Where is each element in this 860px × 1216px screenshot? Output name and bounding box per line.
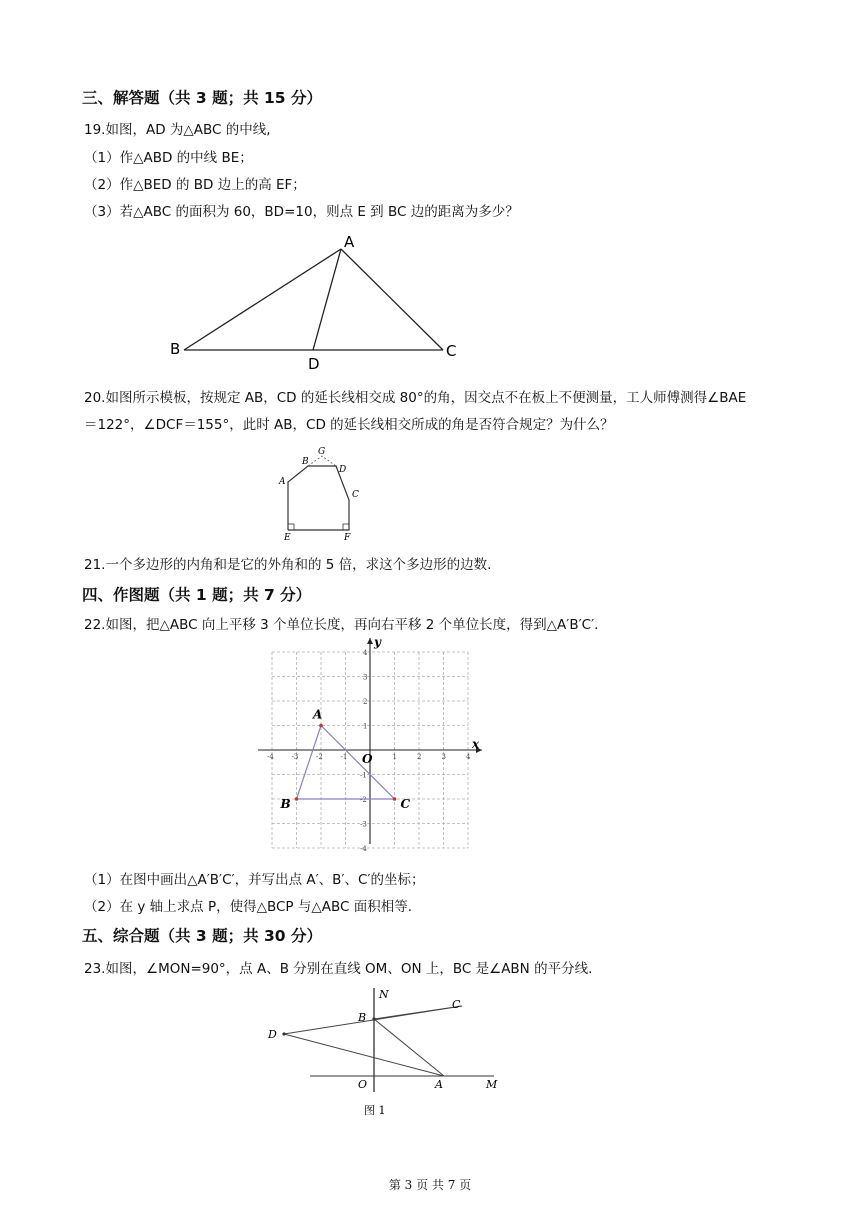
q23-label-c: C [452, 998, 461, 1011]
q19-label-b: B [170, 340, 181, 358]
x-tick-label: 2 [417, 753, 422, 761]
point-label-c: C [400, 797, 411, 811]
q23-label-o: O [358, 1078, 368, 1091]
y-tick-label: -2 [360, 796, 367, 804]
q20-label-a: A [279, 477, 286, 487]
point-label-b: B [280, 797, 291, 811]
q19-part3: （3）若△ABC 的面积为 60，BD=10，则点 E 到 BC 边的距离为多少？ [84, 204, 519, 220]
y-tick-label: -3 [360, 820, 367, 829]
q22-part2: （2）在 y 轴上求点 P，使得△BCP 与△ABC 面积相等. [84, 899, 413, 915]
x-tick-label: -1 [340, 753, 348, 761]
q19-part2: （2）作△BED 的 BD 边上的高 EF； [84, 177, 306, 193]
x-tick-label: -4 [267, 753, 274, 761]
q20-label-e: E [284, 533, 291, 543]
y-axis-arrow [367, 638, 373, 644]
origin-label: O [362, 752, 373, 766]
section3-heading: 三、解答题（共 3 题；共 15 分） [82, 89, 322, 107]
x-axis-label: x [472, 737, 480, 751]
q19-label-c: C [446, 342, 457, 360]
q23-label-m: M [486, 1078, 498, 1091]
q19-triangle-figure [160, 228, 480, 374]
q23-figure [262, 984, 512, 1118]
q19-label-a: A [344, 233, 355, 251]
point-a [319, 724, 323, 728]
q22-part1: （1）在图中画出△A′B′C′，并写出点 A′、B′、C′的坐标； [84, 872, 425, 888]
q19-stem: 19.如图，AD 为△ABC 的中线, [84, 122, 271, 138]
q23-stem: 23.如图，∠MON=90°，点 A、B 分别在直线 OM、ON 上，BC 是∠ABN 的平分线. [84, 961, 593, 977]
y-tick-label: -4 [360, 845, 367, 853]
q20-label-d: D [339, 465, 347, 475]
q20-label-c: C [352, 490, 359, 500]
section4-heading: 四、作图题（共 1 题；共 7 分） [82, 586, 312, 604]
section5-heading: 五、综合题（共 3 题；共 30 分） [82, 927, 322, 945]
y-tick-label: 3 [363, 673, 368, 682]
y-tick-label: 1 [363, 722, 368, 731]
q20-line1: 20.如图所示模板，按规定 AB，CD 的延长线相交成 80°的角，因交点不在板上不便测量，工人师傅测得∠BAE [84, 390, 747, 406]
q20-label-g: G [318, 447, 326, 457]
point-c [393, 797, 397, 801]
y-tick-label: 2 [363, 698, 368, 706]
grid-tick-labels [267, 649, 471, 853]
q20-label-b: B [302, 457, 309, 467]
q23-label-n: N [379, 988, 389, 1001]
q23-label-d: D [268, 1028, 277, 1041]
y-tick-label: 4 [363, 649, 368, 657]
q22-coordinate-grid [248, 635, 492, 853]
x-tick-label: 3 [441, 753, 446, 761]
y-tick-label: -1 [360, 771, 367, 780]
point-label-a: A [313, 707, 323, 722]
point-b [295, 797, 299, 801]
y-axis-label: y [374, 635, 381, 649]
grid-axes [258, 638, 482, 844]
q20-line2: ＝122°，∠DCF＝155°，此时 AB，CD 的延长线相交所成的角是否符合规定？为什么？ [84, 417, 614, 433]
x-tick-label: -2 [316, 753, 323, 761]
x-tick-label: 4 [466, 753, 471, 761]
q20-label-f: F [344, 533, 351, 543]
q23-label-b: B [358, 1011, 367, 1024]
q21-text: 21.一个多边形的内角和是它的外角和的 5 倍，求这个多边形的边数. [84, 557, 492, 573]
q23-figure-caption: 图 1 [364, 1104, 386, 1117]
x-tick-label: -3 [291, 753, 299, 761]
q23-label-a: A [435, 1078, 443, 1091]
q22-stem: 22.如图，把△ABC 向上平移 3 个单位长度，再向右平移 2 个单位长度，得到△A′B′C′. [84, 617, 599, 633]
q19-label-d: D [308, 355, 320, 373]
page-footer: 第 3 页 共 7 页 [388, 1178, 472, 1192]
q19-part1: （1）作△ABD 的中线 BE； [84, 150, 253, 166]
x-tick-label: 1 [392, 753, 397, 761]
q20-template-figure [276, 444, 366, 544]
